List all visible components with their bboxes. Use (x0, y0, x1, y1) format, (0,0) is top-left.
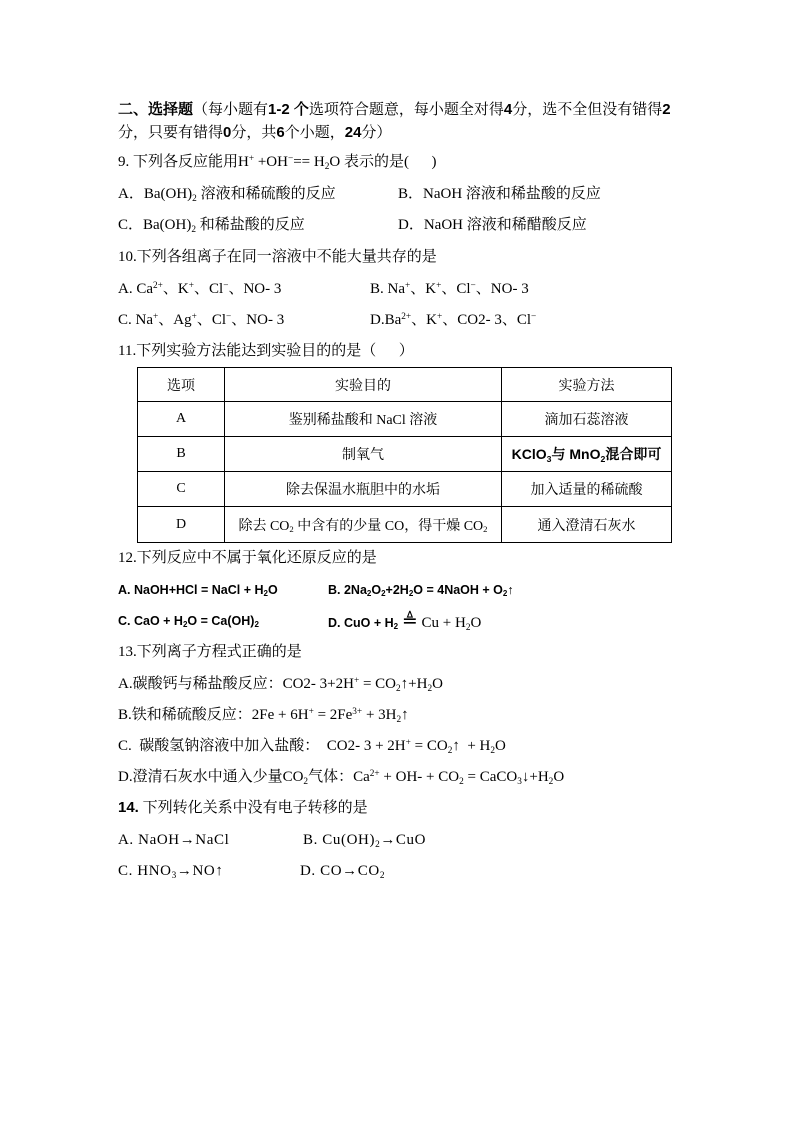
text-run: O = Ca(OH) (187, 614, 255, 628)
q10-option-d (370, 310, 536, 330)
text-run: 2 (263, 589, 268, 599)
text-run: 4 (503, 101, 513, 118)
text-run: ↑ (507, 583, 514, 597)
text-run: 2 (490, 745, 496, 756)
q13-option-c (118, 736, 506, 756)
text-run: 2 (379, 870, 386, 881)
method-cell (502, 507, 672, 543)
text-run: 9. 下列各反应能用H (118, 154, 249, 170)
text-run: 11.下列实验方法能达到实验目的的是（ ） (118, 343, 414, 359)
text-run: − (223, 280, 229, 291)
option-cell: D (138, 507, 225, 543)
text-run: →NO↑ (176, 863, 224, 879)
text-run: 2 (366, 589, 372, 599)
text-run: 、Cl (194, 281, 224, 297)
text-run: A. NaOH→NaCl (118, 832, 230, 848)
q10-option-c (118, 310, 284, 330)
text-run: + (188, 280, 194, 291)
q14-option-b (303, 830, 426, 850)
text-run: 0 (223, 124, 232, 141)
text-run: 2 (600, 453, 606, 464)
text-run: 、NO- 3 (228, 281, 282, 297)
text-run: O (470, 615, 482, 631)
method-cell (502, 402, 672, 437)
text-run: 、Cl (441, 281, 471, 297)
text-run: == H (293, 154, 325, 170)
text-run: − (531, 311, 537, 322)
q12-option-a (118, 580, 278, 600)
text-run: 、NO- 3 (475, 281, 529, 297)
text-run: 2 (393, 622, 399, 632)
header-purpose: 实验目的 (225, 368, 502, 402)
text-run: + (405, 280, 411, 291)
text-run: 3+ (352, 706, 363, 717)
text-run: ↓+H (521, 769, 549, 785)
text-run: A．Ba(OH) (118, 186, 193, 202)
text-run: 3 (171, 870, 177, 881)
text-run: − (470, 280, 476, 291)
text-run: 2 (427, 683, 433, 694)
text-run: 6 (276, 124, 285, 141)
text-run: + (191, 311, 197, 322)
text-run: +2H (385, 583, 409, 597)
q9-option-c (118, 215, 305, 235)
text-run: 13.下列离子方程式正确的是 (118, 644, 302, 660)
text-run: = CO (359, 676, 397, 692)
text-run: O 表示的是( ) (329, 154, 437, 170)
text-run: B. Cu(OH) (303, 832, 376, 848)
text-run: 、K (411, 312, 437, 328)
text-run: C. 碳酸氢钠溶液中加入盐酸： CO2- 3 + 2H (118, 738, 406, 754)
q14-option-d (300, 861, 385, 881)
text-run: 2 (548, 776, 554, 787)
q12-option-b (328, 580, 514, 600)
text-run: （每小题有 (193, 102, 269, 118)
text-run: ↑+H (400, 676, 428, 692)
text-run: 溶液和稀硫酸的反应 (196, 186, 336, 202)
text-run: = CO (410, 738, 448, 754)
text-run: 2 (182, 620, 188, 630)
text-run: 选项符合题意，每小题全对得 (308, 102, 504, 118)
text-run: + (353, 675, 360, 686)
q12-option-c (118, 611, 259, 631)
text-run: 除去 CO (238, 518, 290, 534)
text-run: 分） (361, 125, 392, 141)
text-run: 2 (289, 524, 294, 535)
text-run: 鉴别稀盐酸和 NaCl 溶液 (288, 413, 438, 428)
text-run: 通入澄清石灰水 (537, 518, 636, 534)
text-run: 个小题， (284, 125, 345, 141)
text-run: 、Ag (158, 312, 192, 328)
text-run: 、Cl (196, 312, 227, 328)
text-run: B．NaOH 溶液和稀盐酸的反应 (398, 186, 601, 202)
table-row (138, 472, 672, 507)
text-run: 2+ (369, 768, 380, 779)
text-run: 2 (502, 589, 508, 599)
text-run: 2 (465, 622, 471, 633)
text-run: 2 (303, 776, 309, 787)
text-run: 2 (662, 101, 671, 118)
text-run: + (405, 737, 411, 748)
text-run: D. CO→CO (300, 863, 380, 879)
text-run: 分，选不全但没有错得 (512, 102, 663, 118)
q10-option-a (118, 279, 281, 299)
section-heading-line-2 (118, 123, 391, 143)
purpose-cell (225, 472, 502, 507)
text-run: 2 (191, 224, 196, 235)
option-cell: C (138, 472, 225, 507)
text-run: + (248, 153, 255, 164)
text-run: 3 (546, 453, 552, 464)
text-run: 24 (344, 124, 362, 141)
text-run: 12.下列反应中不属于氧化还原反应的是 (118, 550, 377, 566)
text-run: Cu + H (417, 615, 466, 631)
text-run: 2 (324, 161, 330, 172)
text-run: 2+ (401, 311, 412, 322)
text-run: − (226, 311, 232, 322)
text-run: 2 (459, 776, 464, 787)
text-run: 2 (483, 524, 488, 535)
text-run: 二、选择题 (118, 101, 194, 118)
heating-condition-symbol: ≜ (401, 610, 418, 632)
table-row (138, 402, 672, 437)
text-run: 制氧气 (342, 448, 384, 463)
text-run: 除去保温水瓶胆中的水垢 (286, 483, 440, 498)
text-run: 2 (396, 714, 402, 725)
q13-option-b (118, 705, 409, 725)
option-cell: B (138, 437, 225, 472)
text-run: A. NaOH+HCl = NaCl + H (118, 583, 264, 597)
text-run: O (371, 583, 382, 597)
q12-stem (118, 548, 377, 568)
text-run: 加入适量的稀硫酸 (530, 483, 643, 498)
q10-stem (118, 247, 437, 267)
text-run: O (553, 769, 565, 785)
text-run: 2 (447, 745, 453, 756)
q13-option-a (118, 674, 443, 694)
text-run: A.碳酸钙与稀盐酸反应：CO2- 3+2H (118, 676, 354, 692)
text-run: →CuO (380, 832, 427, 848)
purpose-cell (225, 437, 502, 472)
text-run: 、CO2- 3、Cl (442, 312, 532, 328)
q14-stem (118, 798, 368, 818)
text-run: D.澄清石灰水中通入少量CO (118, 769, 304, 785)
text-run: B. Na (370, 281, 405, 297)
text-run: 2 (254, 620, 259, 630)
text-run: D.Ba (370, 312, 402, 328)
text-run: = 2Fe (313, 707, 353, 723)
text-run: 混合即可 (605, 446, 662, 462)
text-run: C. CaO + H (118, 614, 183, 628)
q9-stem (118, 152, 436, 172)
table-header-row (138, 368, 672, 402)
text-run: +OH (254, 154, 288, 170)
text-run: + (308, 706, 314, 717)
header-method: 实验方法 (502, 368, 672, 402)
text-run: 14. (118, 799, 139, 816)
purpose-cell (225, 402, 502, 437)
text-run: 1-2 个 (268, 101, 309, 118)
text-run: 2 (408, 589, 414, 599)
text-run: 与 MnO (551, 446, 601, 462)
text-run: = CaCO (463, 769, 518, 785)
text-run: + (436, 280, 442, 291)
text-run: C. Na (118, 312, 153, 328)
method-cell (502, 437, 672, 472)
text-run: B.铁和稀硫酸反应：2Fe + 6H (118, 707, 309, 723)
method-cell (502, 472, 672, 507)
text-run: 2 (375, 839, 381, 850)
text-run: 2 (396, 683, 401, 694)
text-run: + 3H (362, 707, 397, 723)
text-run: D. CuO + H (328, 616, 394, 630)
q14-option-a (118, 830, 229, 850)
text-run: 分，只要有错得 (118, 125, 224, 141)
text-run: 分，共 (231, 125, 277, 141)
text-run: O (267, 583, 278, 597)
text-run: 气体：Ca (308, 769, 370, 785)
text-run: 和稀盐酸的反应 (195, 217, 305, 233)
q11-stem (118, 341, 414, 361)
q13-stem (118, 642, 302, 662)
text-run: 10.下列各组离子在同一溶液中不能大量共存的是 (118, 249, 437, 265)
text-run: 滴加石蕊溶液 (544, 413, 629, 428)
text-run: 2 (192, 193, 197, 204)
section-heading-line-1 (118, 100, 671, 120)
text-run: O = 4NaOH + O (413, 583, 503, 597)
text-run: ↑ + H (452, 738, 491, 754)
text-run: − (287, 153, 294, 164)
text-run: ↑ (401, 707, 409, 723)
text-run: 中含有的少量 CO，得干燥 CO (293, 518, 484, 534)
q13-option-d (118, 767, 564, 787)
q9-option-d (398, 215, 587, 235)
q9-option-b (398, 184, 601, 204)
text-run: D．NaOH 溶液和稀醋酸反应 (398, 217, 587, 233)
text-run: C. HNO (118, 863, 172, 879)
table-row (138, 437, 672, 472)
option-cell: A (138, 402, 225, 437)
text-run: O (495, 738, 506, 754)
q11-experiment-table (137, 367, 672, 543)
header-option: 选项 (138, 368, 225, 402)
text-run: 2+ (153, 280, 163, 291)
text-run: A. Ca (118, 281, 153, 297)
text-run: + (153, 311, 159, 322)
q10-option-b (370, 279, 529, 299)
text-run: 、NO- 3 (231, 312, 285, 328)
text-run: O (432, 676, 443, 692)
text-run: 3 (517, 776, 522, 787)
text-run: 2 (381, 589, 386, 599)
q9-option-a (118, 184, 336, 204)
text-run: 下列转化关系中没有电子转移的是 (138, 800, 368, 816)
text-run: + OH- + CO (379, 769, 460, 785)
text-run: 、K (162, 281, 189, 297)
text-run: C．Ba(OH) (118, 217, 192, 233)
q14-option-c (118, 861, 223, 881)
text-run: + (437, 311, 443, 322)
text-run: B. 2Na (328, 583, 367, 597)
purpose-cell (225, 507, 502, 543)
q12-option-d (328, 611, 481, 631)
table-row (138, 507, 672, 543)
text-run: KClO (511, 446, 547, 462)
text-run: 、K (410, 281, 437, 297)
